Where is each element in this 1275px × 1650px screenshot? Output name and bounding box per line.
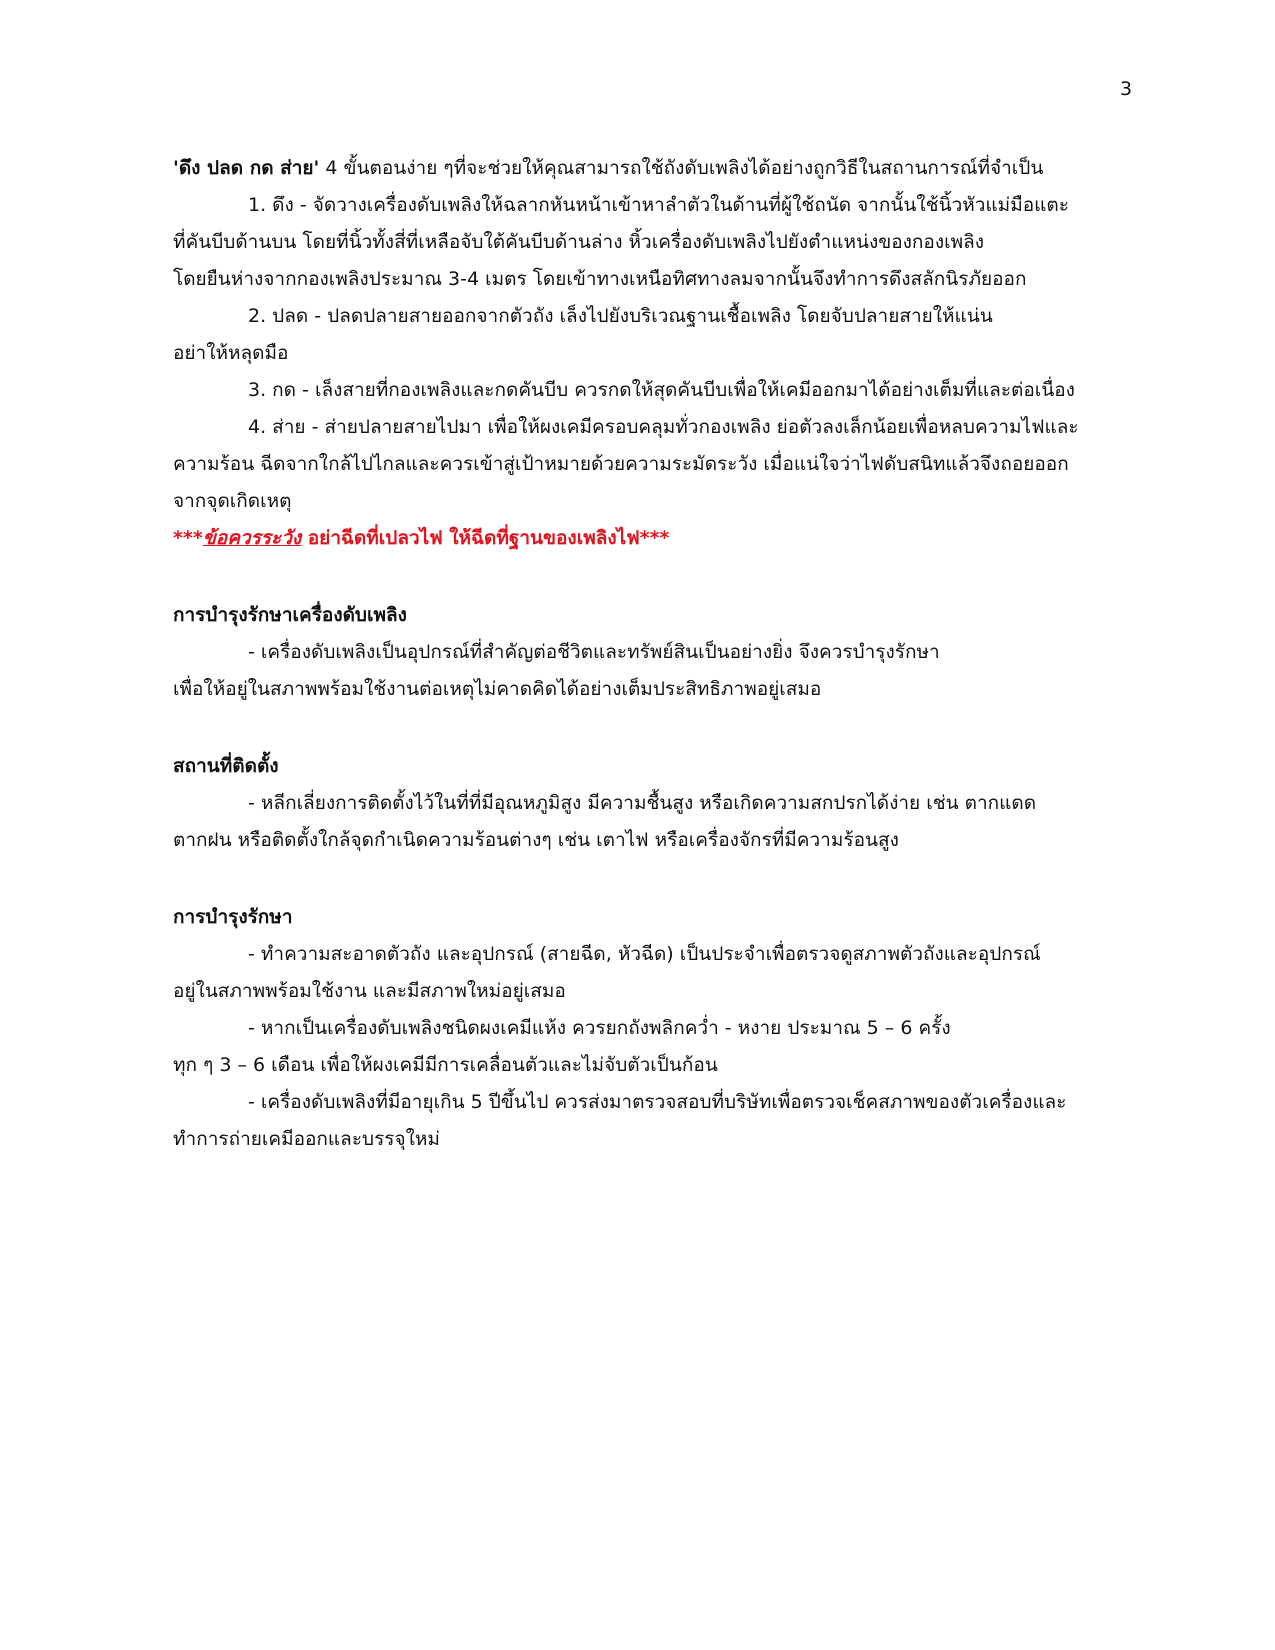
- step-4-line-1: 4. ส่าย - ส่ายปลายสายไปมา เพื่อให้ผงเคมีครอบคลุมทั่วกองเพลิง ย่อตัวลงเล็กน้อยเพื่อหลบความไฟและ: [248, 416, 1079, 438]
- step-4-line-2: ความร้อน ฉีดจากใกล้ไปไกลและควรเข้าสู่เป้าหมายด้วยความระมัดระวัง เมื่อแน่ใจว่าไฟดับสนิทแล้วจึงถอยออก: [173, 453, 1069, 475]
- intro-line: [173, 150, 1153, 187]
- section-3-para-2-line-2: ทุก ๆ 3 – 6 เดือน เพื่อให้ผงเคมีมีการเคลื่อนตัวและไม่จับตัวเป็นก้อน: [173, 1054, 718, 1076]
- step-1-line-2: ที่คันบีบด้านบน โดยที่นิ้วทั้งสี่ที่เหลือจับใต้คันบีบด้านล่าง หิ้วเครื่องดับเพลิงไปยังตำแหน่งของกองเพลิง: [173, 231, 985, 253]
- section-3-para-1-line-1: - ทำความสะอาดตัวถัง และอุปกรณ์ (สายฉีด, หัวฉีด) เป็นประจำเพื่อตรวจดูสภาพตัวถังและอุปกรณ์: [248, 943, 1041, 965]
- section-heading-installation-location: สถานที่ติดตั้ง: [173, 755, 279, 777]
- warning-text: อย่าฉีดที่เปลวไฟ ให้ฉีดที่ฐานของเพลิงไฟ***: [301, 527, 670, 549]
- section-heading-maintenance-extinguisher: การบำรุงรักษาเครื่องดับเพลิง: [173, 604, 407, 626]
- step-2-line-1: 2. ปลด - ปลดปลายสายออกจากตัวถัง เล็งไปยังบริเวณฐานเชื้อเพลิง โดยจับปลายสายให้แน่น: [248, 305, 993, 327]
- section-heading-maintenance: การบำรุงรักษา: [173, 906, 293, 928]
- page-number: 3: [1120, 78, 1133, 100]
- warning-note: [173, 520, 1153, 557]
- section-3-para-2-line-1: - หากเป็นเครื่องดับเพลิงชนิดผงเคมีแห้ง ควรยกถังพลิกคว่ำ - หงาย ประมาณ 5 – 6 ครั้ง: [248, 1017, 951, 1039]
- section-3-para-1-line-2: อยู่ในสภาพพร้อมใช้งาน และมีสภาพใหม่อยู่เสมอ: [173, 980, 566, 1002]
- intro-text: 4 ขั้นตอนง่าย ๆที่จะช่วยให้คุณสามารถใช้ถังดับเพลิงได้อย่างถูกวิธีในสถานการณ์ที่จำเป็น: [319, 157, 1044, 179]
- document-body: [173, 150, 1153, 1158]
- step-1-line-3: โดยยืนห่างจากกองเพลิงประมาณ 3-4 เมตร โดยเข้าทางเหนือทิศทางลมจากนั้นจึงทำการดึงสลักนิรภัยออก: [173, 268, 1027, 290]
- step-3-line-1: 3. กด - เล็งสายที่กองเพลิงและกดคันบีบ ควรกดให้สุดคันบีบเพื่อให้เคมีออกมาได้อย่างเต็มที่และต่อเนื่อง: [248, 379, 1075, 401]
- step-2-line-2: อย่าให้หลุดมือ: [173, 342, 289, 364]
- step-1-line-1: 1. ดึง - จัดวางเครื่องดับเพลิงให้ฉลากหันหน้าเข้าหาลำตัวในด้านที่ผู้ใช้ถนัด จากนั้นใช้นิ้วหัวแม่มือแตะ: [248, 194, 1069, 216]
- section-1-para-1-line-1: - เครื่องดับเพลิงเป็นอุปกรณ์ที่สำคัญต่อชีวิตและทรัพย์สินเป็นอย่างยิ่ง จึงควรบำรุงรักษา: [248, 641, 940, 663]
- intro-bold-phrase: 'ดึง ปลด กด ส่าย': [173, 157, 320, 179]
- warning-prefix: ***: [173, 527, 203, 549]
- section-3-para-3-line-2: ทำการถ่ายเคมีออกและบรรจุใหม่: [173, 1128, 440, 1150]
- section-2-para-1-line-1: - หลีกเลี่ยงการติดตั้งไว้ในที่ที่มีอุณหภูมิสูง มีความชื้นสูง หรือเกิดความสกปรกได้ง่าย เช่น ตากแดด: [248, 792, 1037, 814]
- warning-emphasis: ข้อควรระวัง: [202, 527, 302, 549]
- step-4-line-3: จากจุดเกิดเหตุ: [173, 490, 292, 512]
- section-2-para-1-line-2: ตากฝน หรือติดตั้งใกล้จุดกำเนิดความร้อนต่างๆ เช่น เตาไฟ หรือเครื่องจักรที่มีความร้อนสูง: [173, 829, 899, 851]
- section-3-para-3-line-1: - เครื่องดับเพลิงที่มีอายุเกิน 5 ปีขึ้นไป ควรส่งมาตรวจสอบที่บริษัทเพื่อตรวจเช็คสภาพของตัวเครื่องและ: [248, 1091, 1067, 1113]
- section-1-para-1-line-2: เพื่อให้อยู่ในสภาพพร้อมใช้งานต่อเหตุไม่คาดคิดได้อย่างเต็มประสิทธิภาพอยู่เสมอ: [173, 678, 822, 700]
